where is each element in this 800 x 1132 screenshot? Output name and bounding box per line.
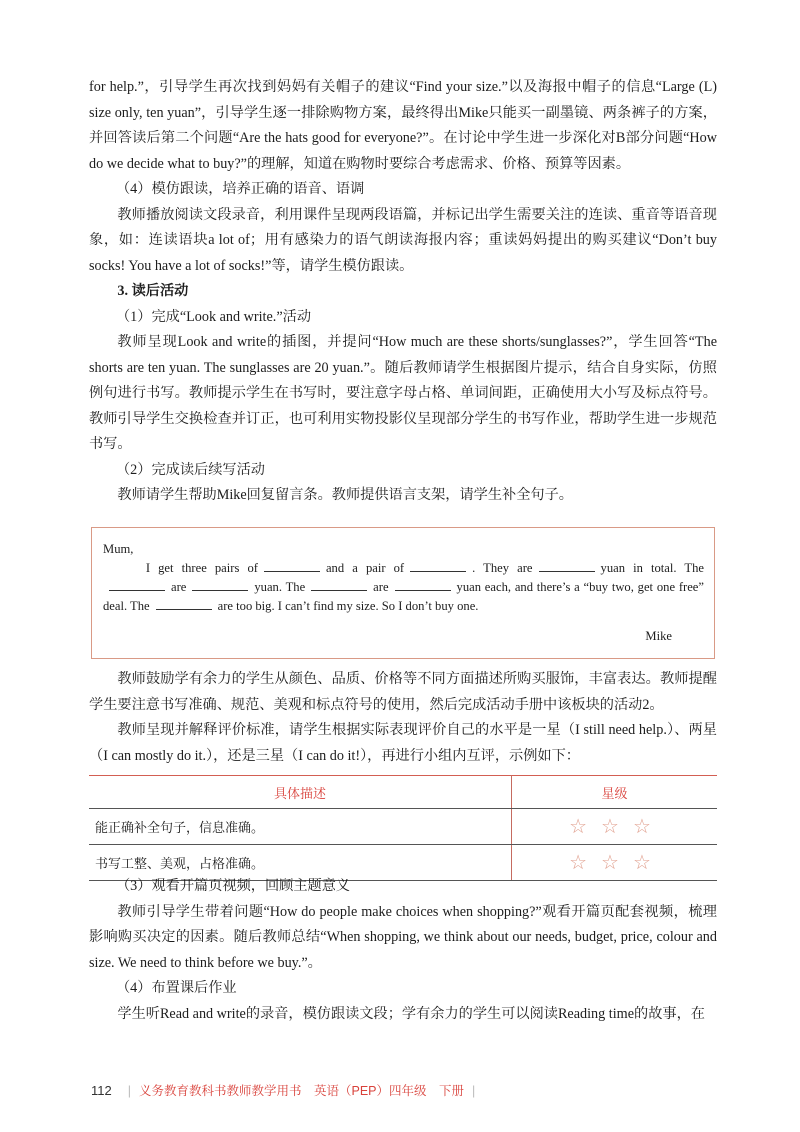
note-text: yuan each, and there’s a “buy two, get one free” deal. The: [103, 580, 704, 613]
page-number: 112: [91, 1083, 112, 1098]
note-text: I get three pairs of: [145, 561, 258, 575]
paragraph: 学生听Read and write的录音，模仿跟读文段；学有余力的学生可以阅读Reading time的故事，在: [117, 1005, 705, 1022]
paragraph: for help.”，引导学生再次找到妈妈有关帽子的建议“Find your size.”以及海报中帽子的信息“Large (L) size only, ten yuan”，引导学生逐一排除购物方案，最终得出Mike只能买一副墨镜、两条裤子的方案，并回答读后第二个问题“Are the hats good for everyone?”。在讨论中学生进一步深化对B部分问题“How do we decide what to buy?”的理解，知道在购物时要综合考虑需求、价格、预算等因素。: [89, 79, 717, 172]
book-title: 义务教育教科书教师教学用书 英语（PEP）四年级 下册: [138, 1084, 464, 1098]
star-icon: ☆☆☆: [569, 852, 665, 874]
top-text: [89, 75, 717, 509]
note-text: are too big. I can’t find my size. So I don’t buy one.: [217, 599, 479, 613]
note-box: [91, 527, 715, 659]
table-header: [89, 776, 717, 809]
note-body: [103, 559, 704, 616]
note-text: are: [171, 580, 187, 594]
note-greeting: Mum,: [103, 542, 134, 556]
blank: [264, 560, 320, 572]
table-row: [89, 809, 717, 845]
blank: [311, 579, 367, 591]
blank: [410, 560, 466, 572]
note-text: yuan in total. The: [600, 561, 704, 575]
divider: |: [127, 1084, 131, 1098]
evaluation-table: [89, 775, 717, 881]
subheading: （2）完成读后续写活动: [115, 461, 265, 478]
note-text: and a pair of: [325, 561, 405, 575]
paragraph: 教师请学生帮助Mike回复留言条。教师提供语言支架，请学生补全句子。: [117, 487, 573, 503]
header-stars: 星级: [512, 776, 718, 809]
row-description: 书写工整、美观，占格准确。: [89, 845, 512, 881]
paragraph: 教师播放阅读文段录音，利用课件呈现两段语篇，并标记出学生需要关注的连读、重音等语音现象，如：连读语块a lot of；用有感染力的语气朗读海报内容；重读妈妈提出的购买建议“Don’t buy socks! You have a lot of socks!”等，请学生模仿跟读。: [89, 206, 717, 274]
blank: [539, 560, 595, 572]
blank: [395, 579, 451, 591]
bottom-text: [89, 874, 717, 1027]
subheading: （4）模仿跟读，培养正确的语音、语调: [115, 181, 365, 197]
subheading: （3）观看开篇页视频，回顾主题意义: [115, 878, 351, 894]
page-footer: [91, 1081, 483, 1099]
note-text: yuan. The: [254, 580, 306, 594]
subheading: （1）完成“Look and write.”活动: [115, 308, 312, 325]
paragraph: 教师鼓励学有余力的学生从颜色、品质、价格等不同方面描述所购买服饰，丰富表达。教师提醒学生要注意书写准确、规范、美观和标点符号的使用，然后完成活动手册中该板块的活动2。: [89, 671, 717, 713]
star-rating: [512, 809, 718, 845]
paragraph: 教师呈现Look and write的插图，并提问“How much are these shorts/sunglasses?”，学生回答“The shorts are ten yuan. The sunglasses are 20 yuan.”。随后教师请学生根据图片提示，结合自身实际，仿照例句进行书写。教师提示学生在书写时，要注意字母占格、单词间距，正确使用大小写及标点符号。教师引导学生交换检查并订正，也可利用实物投影仪呈现部分学生的书写作业，帮助学生进一步规范书写。: [89, 334, 717, 452]
blank: [109, 579, 165, 591]
subheading: （4）布置课后作业: [115, 980, 237, 996]
paragraph: 教师引导学生带着问题“How do people make choices when shopping?”观看开篇页配套视频，梳理影响购买决定的因素。随后教师总结“When shopping, we think about our needs, budget, price, colour and size. We need to think before we buy.”。: [89, 903, 717, 971]
header-description: 具体描述: [89, 776, 512, 809]
section-heading: 3. 读后活动: [117, 283, 189, 299]
note-text: . They are: [472, 561, 533, 575]
row-description: 能正确补全句子，信息准确。: [89, 809, 512, 845]
divider: |: [472, 1084, 476, 1098]
blank: [192, 579, 248, 591]
note-signature: Mike: [645, 629, 672, 643]
blank: [156, 598, 212, 610]
note-text: are: [373, 580, 389, 594]
star-icon: ☆☆☆: [569, 816, 665, 838]
middle-text: [89, 667, 717, 769]
paragraph: 教师呈现并解释评价标准，请学生根据实际表现评价自己的水平是一星（I still need help.）、两星（I can mostly do it.），还是三星（I can do it!），再进行小组内互评，示例如下：: [89, 722, 717, 764]
